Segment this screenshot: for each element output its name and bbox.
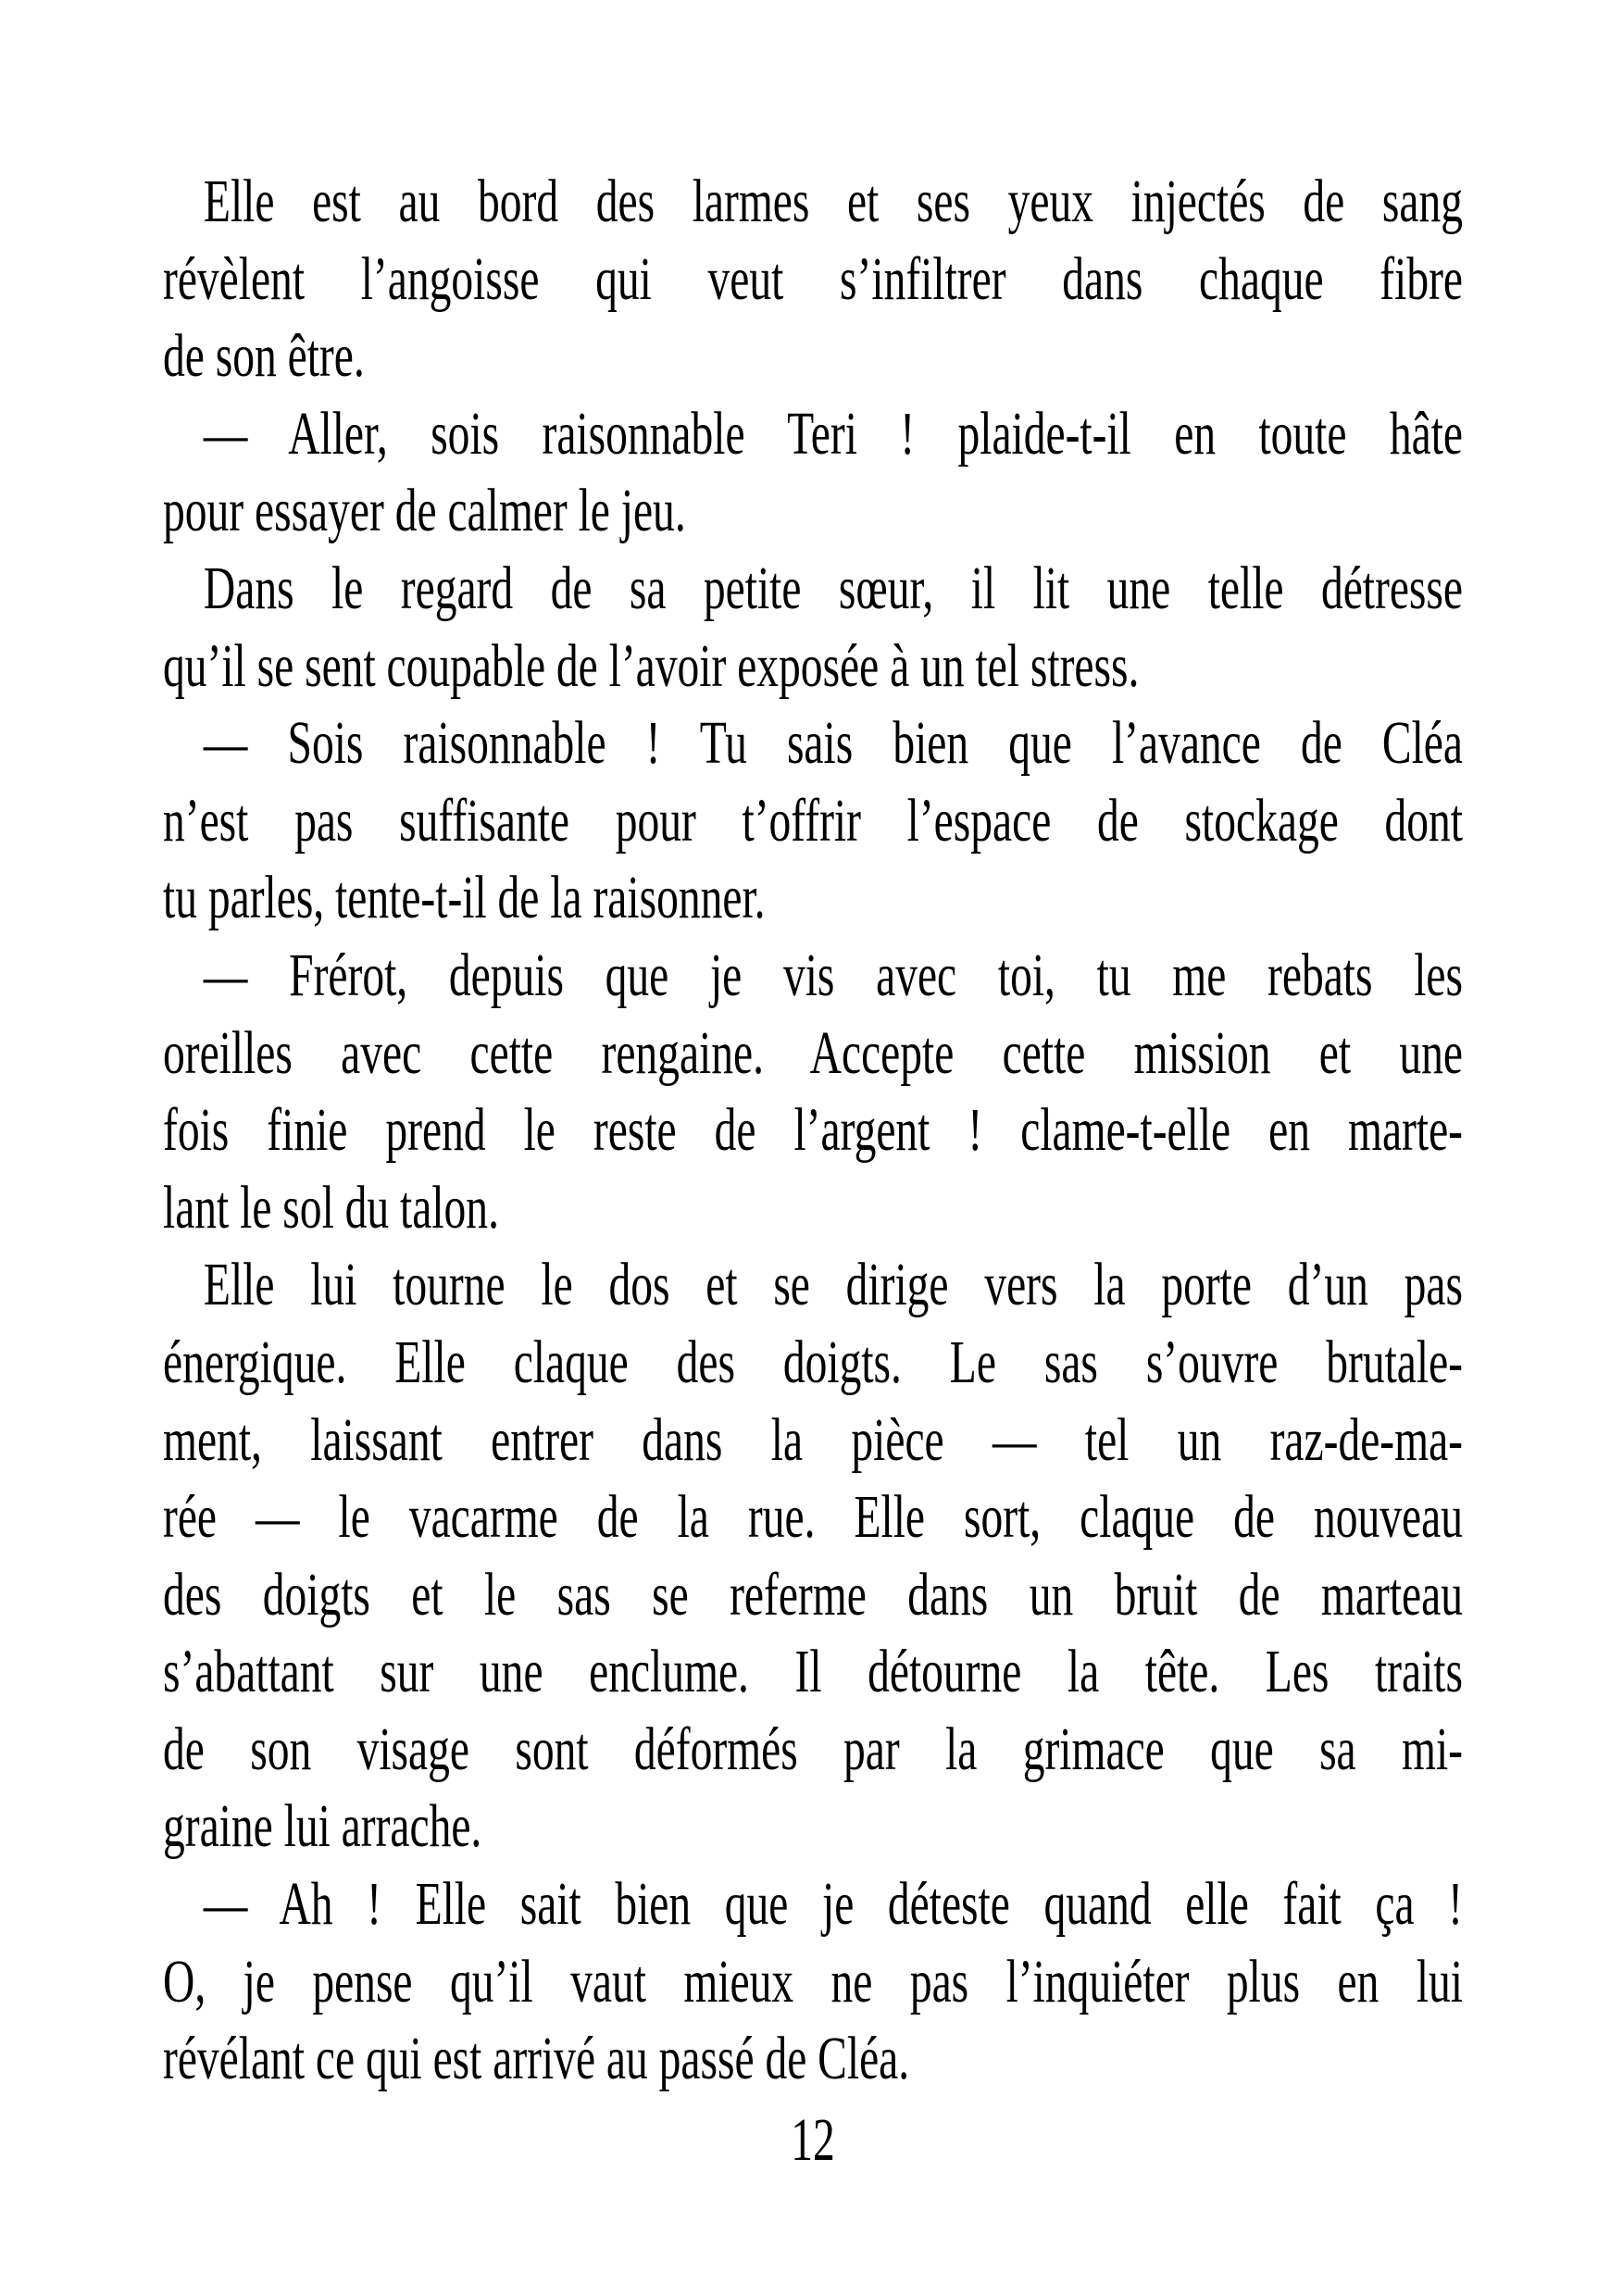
text-line: tu parles, tente-t-il de la raisonner.	[163, 864, 766, 932]
paragraph	[163, 1246, 1463, 1866]
text-line: Dans le regard de sa petite sœur, il lit une telle détresse	[203, 554, 1463, 622]
paragraph	[163, 163, 1463, 395]
paragraph	[163, 705, 1463, 937]
text-line: de son visage sont déformés par la grimace que sa mi-	[163, 1715, 1463, 1783]
text-line: oreilles avec cette rengaine. Accepte cette mission et une	[163, 1018, 1463, 1087]
text-line: pour essayer de calmer le jeu.	[163, 477, 686, 545]
text-line: révèlent l’angoisse qui veut s’infiltrer dans chaque fibre	[163, 244, 1463, 313]
paragraph	[163, 1866, 1463, 2098]
text-line: n’est pas suffisante pour t’offrir l’espace de stockage dont	[163, 786, 1463, 855]
text-line: graine lui arrache.	[163, 1792, 482, 1861]
paragraph	[163, 937, 1463, 1246]
page-number: 12	[791, 2105, 835, 2174]
text-line: Elle est au bord des larmes et ses yeux injectés de sang	[203, 168, 1463, 235]
text-line: de son être.	[163, 322, 365, 391]
text-line: révélant ce qui est arrivé au passé de Cléa.	[163, 2025, 910, 2093]
text-block	[163, 163, 1463, 2178]
text-line: rée — le vacarme de la rue. Elle sort, claque de nouveau	[163, 1483, 1463, 1552]
text-line: Elle lui tourne le dos et se dirige vers la porte d’un pas	[203, 1251, 1463, 1319]
text-line: s’abattant sur une enclume. Il détourne la tête. Les traits	[163, 1638, 1463, 1706]
text-line: lant le sol du talon.	[163, 1173, 499, 1242]
paragraph	[163, 550, 1463, 705]
text-line: ment, laissant entrer dans la pièce — tel un raz-de-ma-	[163, 1405, 1463, 1474]
text-line: des doigts et le sas se referme dans un bruit de marteau	[163, 1560, 1463, 1628]
text-line: — Aller, sois raisonnable Teri ! plaide-t-il en toute hâte	[203, 399, 1463, 468]
text-line: fois finie prend le reste de l’argent ! clame-t-elle en marte-	[163, 1096, 1463, 1165]
text-line: — Ah ! Elle sait bien que je déteste quand elle fait ça !	[203, 1870, 1463, 1939]
paragraph	[163, 395, 1463, 550]
text-line: — Frérot, depuis que je vis avec toi, tu me rebats les	[203, 941, 1463, 1009]
text-line: O, je pense qu’il vaut mieux ne pas l’inquiéter plus en lui	[163, 1947, 1463, 2015]
text-line: qu’il se sent coupable de l’avoir exposée à un tel stress.	[163, 631, 1140, 700]
text-line: — Sois raisonnable ! Tu sais bien que l’avance de Cléa	[203, 709, 1463, 778]
text-line: énergique. Elle claque des doigts. Le sas s’ouvre brutale-	[163, 1328, 1463, 1396]
